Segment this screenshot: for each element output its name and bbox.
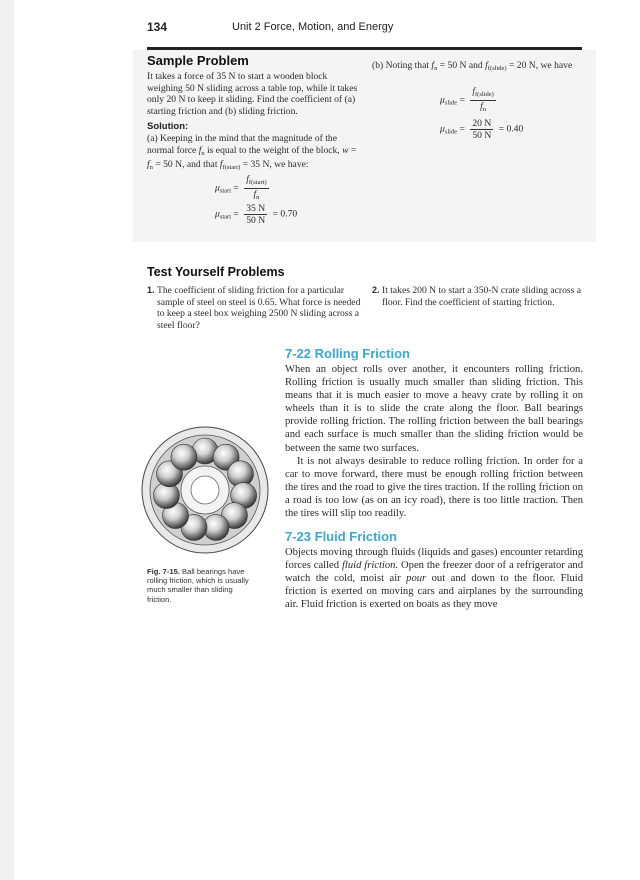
solution-part-a: (a) Keeping in the mind that the magnitude of the normal force $f_n$ is equal to the weight of the block, $w = f_n = 50$ N, and that $f_{f(start)} = 35$ N, we have: — [147, 133, 357, 172]
mu-subscript: start — [219, 213, 232, 221]
equation-slide-numeric: $\mu_{slide}$ = $\frac{20 N}{50 N}$ = 0.40 — [440, 118, 524, 141]
test-problem-2 — [372, 285, 584, 308]
problem-text: The coefficient of sliding friction for a particular sample of steel on steel is 0.65. What force is needed to keep a steel box weighing 2500 N sliding across a steel floor? — [157, 285, 361, 331]
problem-text: It takes 200 N to start a 350-N crate sliding across a floor. Find the coefficient of starting friction. — [382, 285, 582, 308]
equation-start-symbolic: $\mu_{start}$ = $\frac{f_{f(start)}}{f_n}$ — [215, 174, 267, 201]
page-edge — [0, 0, 14, 880]
result-slide: = 0.40 — [498, 123, 524, 135]
term-pour: pour — [406, 573, 427, 585]
mu-subscript: slide — [444, 99, 458, 107]
unit-title: Unit 2 Force, Motion, and Energy — [232, 21, 394, 33]
running-header — [147, 20, 610, 36]
page-number: 134 — [147, 20, 168, 34]
frac-num-value: 35 N — [246, 203, 266, 214]
paragraph: It is not always desirable to reduce rolling friction. In order for a car to move forward, there must be enough rolling friction between the tires and the road to give the tires traction. If the rolling friction on a road is too low (as on an icy road), there is too little traction. Then the tires will slip too readily. — [285, 455, 584, 520]
test-yourself-title: Test Yourself Problems — [147, 265, 285, 279]
frac-den-sub: n — [256, 194, 260, 201]
solution-part-b: (b) Noting that $f_n = 50$ N and $f_{f(slide)} = 20$ N, we have — [372, 60, 573, 72]
problem-number: 1. — [147, 285, 155, 295]
frac-den-f: f — [253, 189, 257, 200]
paragraph: Objects moving through fluids (liquids and gases) encounter retarding forces called fluid friction. Open the freezer door of a refrigerator and watch the cold, moist air pour out and down to the floor. Fluid friction is exerted on moving cars and airplanes by the surrounding air. Fluid friction is exerted on boats as they move — [285, 547, 583, 611]
ball-bearing-figure — [140, 425, 270, 555]
solution-label: Solution: — [147, 121, 189, 132]
section-7-23-heading: 7-23 Fluid Friction — [285, 529, 397, 544]
equation-slide-symbolic: $\mu_{slide}$ = $\frac{f_{f(slide)}}{f_n}$ — [440, 86, 494, 113]
bearing-ball — [171, 444, 197, 470]
figure-label: Fig. 7-15. — [147, 567, 180, 576]
equation-start-numeric: $\mu_{start}$ = $\frac{35 N}{50 N}$ = 0.70 — [215, 203, 298, 226]
mu-subscript: start — [219, 187, 232, 195]
figure-caption-text: Ball bearings have rolling friction, which is usually much smaller than sliding friction. — [147, 567, 249, 604]
section-7-22-heading: 7-22 Rolling Friction — [285, 346, 410, 361]
sample-problem-text: It takes a force of 35 N to start a wooden block weighing 50 N sliding across a table top, while it takes only 20 N to keep it sliding. Find the coefficient of (a) starting friction and (b) sliding friction. — [147, 71, 358, 117]
frac-den-value: 50 N — [472, 130, 492, 141]
frac-num-sub: f(start) — [248, 179, 267, 186]
term-fluid-friction: fluid friction. — [341, 560, 399, 572]
result-start: = 0.70 — [272, 208, 298, 220]
frac-den-value: 50 N — [246, 215, 266, 226]
frac-num-sub: f(slide) — [475, 91, 494, 98]
sample-problem-title: Sample Problem — [147, 53, 249, 68]
mu-symbol: μ — [215, 182, 220, 194]
frac-num-value: 20 N — [472, 118, 492, 129]
mu-subscript: slide — [444, 128, 458, 136]
frac-num-f: f — [246, 174, 249, 185]
section-7-22-body — [285, 363, 583, 520]
section-7-23-body — [285, 546, 583, 611]
problem-number: 2. — [372, 285, 380, 295]
figure-caption — [147, 567, 257, 604]
test-problem-1 — [147, 285, 362, 331]
paragraph: When an object rolls over another, it encounters rolling friction. Rolling friction is usually much smaller than sliding friction. This means that it is much easier to move a heavy crate by rolling it on wheels than it is to slide the crate along the floor. Ball bearings provide rolling friction. The rolling friction between the ball bearings and each surface is much smaller than the sliding friction would be between the same two surfaces. — [285, 364, 583, 454]
